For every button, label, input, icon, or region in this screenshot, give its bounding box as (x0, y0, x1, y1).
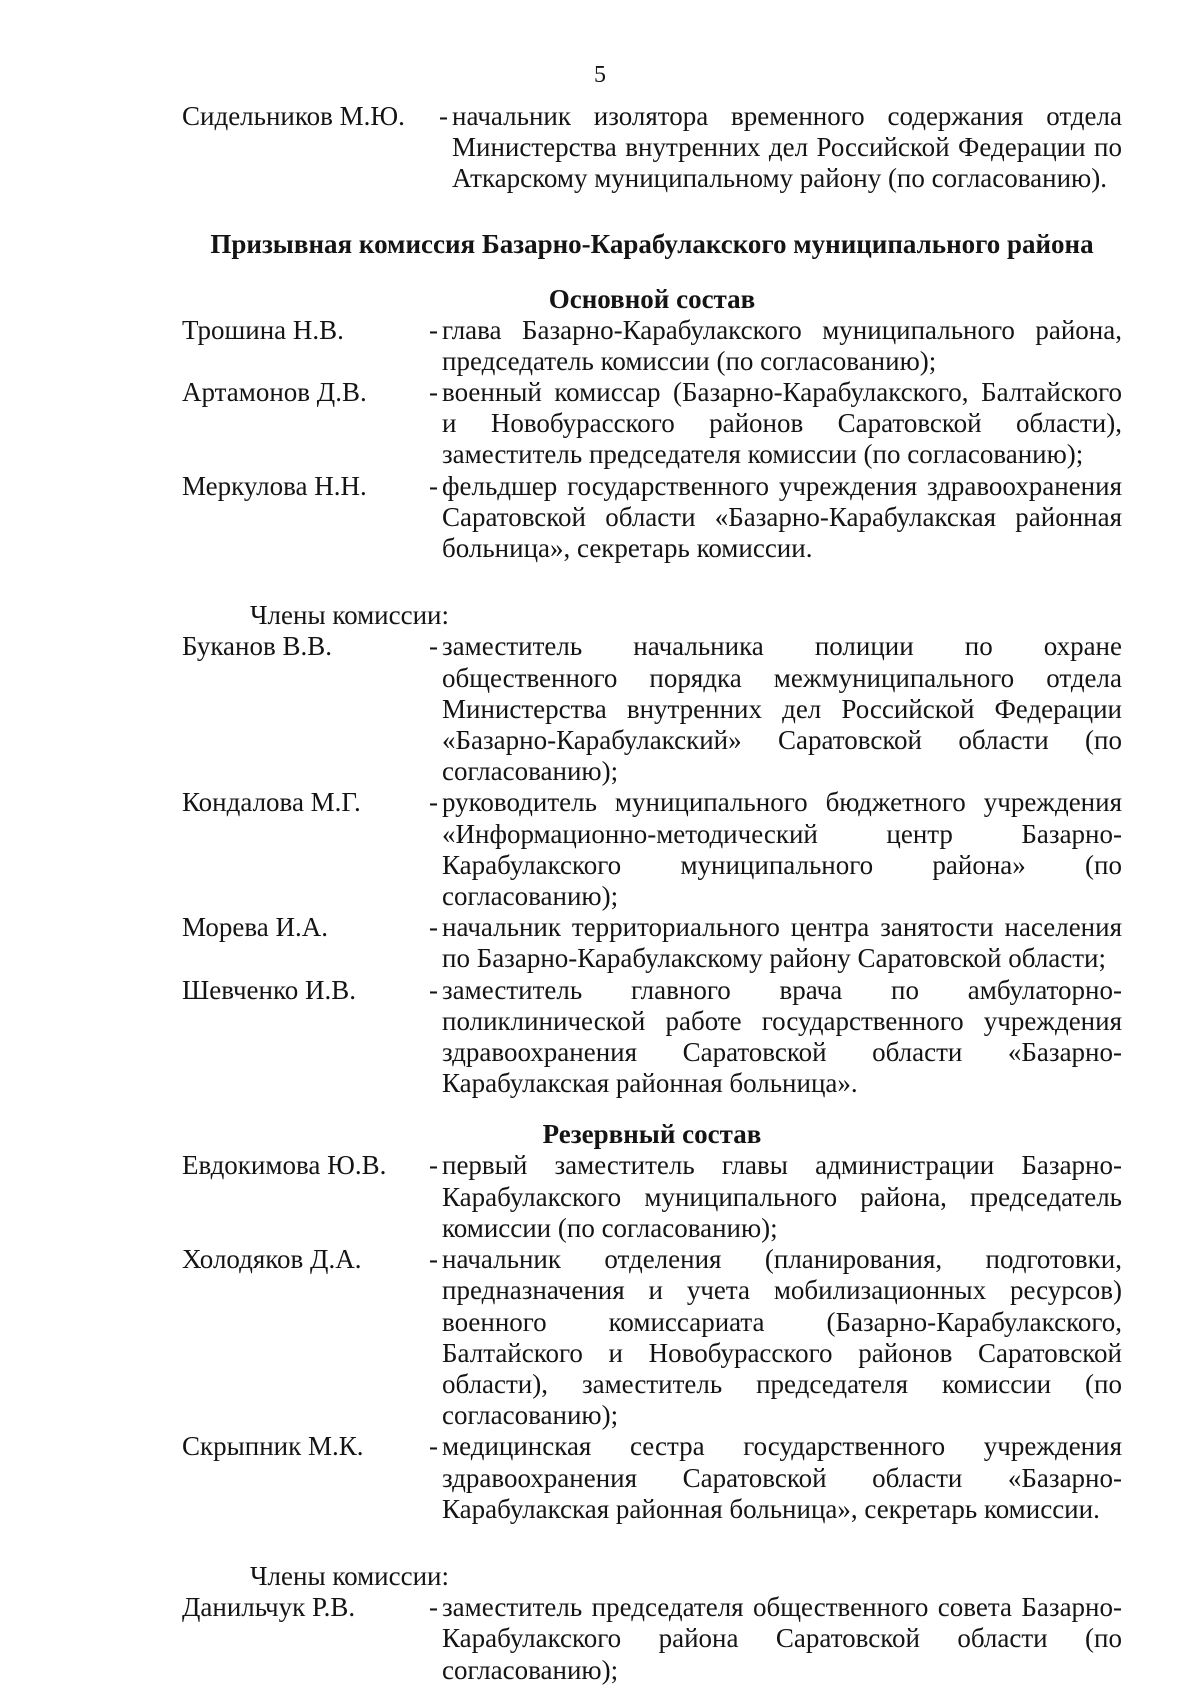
main-leader-entry (182, 377, 1122, 471)
reserve-composition-title: Резервный состав (542, 1119, 762, 1150)
entry-description: - фельдшер государственного учреждения здравоохранения Саратовской области «Базарно-Карабулакская районная больница», секретарь комиссии. (427, 471, 1122, 565)
entry-description: - глава Базарно-Карабулакского муниципального района, председатель комиссии (по согласованию); (427, 315, 1122, 377)
main-leader-entry (182, 471, 1122, 565)
reserve-leader-entry (182, 1244, 1122, 1431)
members-label: Члены комиссии: (250, 600, 449, 631)
document-body (182, 101, 1122, 1686)
entry-description: - военный комиссар (Базарно-Карабулакского, Балтайского и Новобурасского районов Саратовской области), заместитель председателя комиссии (по согласованию); (427, 377, 1122, 471)
entry-name: Сидельников М.Ю. (182, 101, 405, 131)
entry-description: - заместитель главного врача по амбулаторно-поликлинической работе государственного учреждения здравоохранения Саратовской области «Базарно-Карабулакская районная больница». (427, 975, 1122, 1100)
page-number: 5 (594, 62, 606, 88)
main-member-entry (182, 631, 1122, 787)
entry-name: Евдокимова Ю.В. (182, 1150, 387, 1181)
reserve-leader-entry (182, 1431, 1122, 1525)
main-member-entry (182, 975, 1122, 1100)
entry-description: - медицинская сестра государственного учреждения здравоохранения Саратовской области «Базарно-Карабулакская районная больница», секретарь комиссии. (427, 1431, 1122, 1525)
entry-name: Морева И.А. (182, 912, 328, 943)
entry-name: Холодяков Д.А. (182, 1244, 362, 1275)
main-composition-title: Основной состав (548, 283, 756, 314)
entry-name: Скрыпник М.К. (182, 1431, 364, 1462)
members-label: Члены комиссии: (250, 1560, 449, 1591)
entry-description: - заместитель председателя общественного совета Базарно-Карабулакского района Саратовской области (по согласованию); (427, 1592, 1122, 1686)
main-member-entry (182, 912, 1122, 974)
entry-name: Шевченко И.В. (182, 974, 356, 1005)
reserve-member-entry (182, 1592, 1122, 1686)
top-entry (182, 101, 1122, 195)
entry-name: Артамонов Д.В. (182, 377, 367, 408)
entry-description: - начальник изолятора временного содержания отдела Министерства внутренних дел Российской Федерации по Аткарскому муниципальному району (по согласованию). (437, 101, 1122, 195)
entry-description: - начальник отделения (планирования, подготовки, предназначения и учета мобилизационных ресурсов) военного комиссариата (Базарно-Карабулакского, Балтайского и Новобурасского районов Саратовской области), заместитель председателя комиссии (по согласованию); (427, 1244, 1122, 1431)
reserve-leader-entry (182, 1150, 1122, 1244)
entry-description: - начальник территориального центра занятости населения по Базарно-Карабулакскому району Саратовской области; (427, 912, 1122, 974)
entry-description: - заместитель начальника полиции по охране общественного порядка межмуниципального отдела Министерства внутренних дел Российской Федерации «Базарно-Карабулакский» Саратовской области (по согласованию); (427, 631, 1122, 787)
entry-name: Данильчук Р.В. (182, 1592, 356, 1623)
entry-name: Трошина Н.В. (182, 314, 344, 345)
main-member-entry (182, 787, 1122, 912)
commission-title: Призывная комиссия Базарно-Карабулакского муниципального района (210, 228, 1094, 259)
entry-description: - первый заместитель главы администрации Базарно-Карабулакского муниципального района, председатель комиссии (по согласованию); (427, 1150, 1122, 1244)
main-leader-entry (182, 315, 1122, 377)
entry-name: Меркулова Н.Н. (182, 470, 367, 501)
entry-name: Буканов В.В. (182, 631, 332, 662)
entry-name: Кондалова М.Г. (182, 787, 361, 818)
entry-description: - руководитель муниципального бюджетного учреждения «Информационно-методический центр Базарно-Карабулакского муниципального района» (по согласованию); (427, 787, 1122, 912)
